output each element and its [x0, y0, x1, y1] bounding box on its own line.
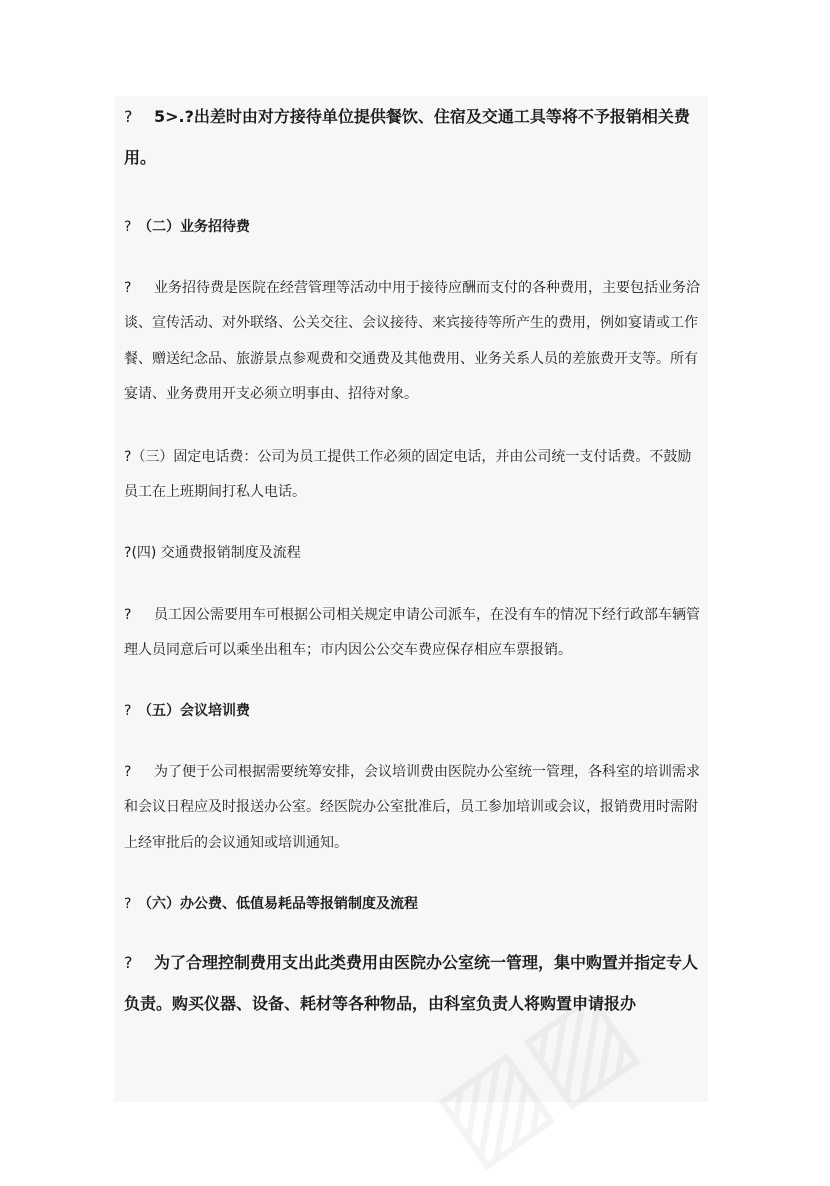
paragraph-transport	[124, 598, 702, 668]
heading-office-supplies	[124, 887, 702, 922]
heading-transport	[124, 536, 702, 571]
paragraph-text: 员工因公需要用车可根据公司相关规定申请公司派车，在没有车的情况下经行政部车辆管理人员同意后可以乘坐出租车；市内因公公交车费应保存相应车票报销。	[124, 606, 700, 658]
paragraph-text: 为了便于公司根据需要统筹安排，会议培训费由医院办公室统一管理，各科室的培训需求和会议日程应及时报送办公室。经医院办公室批准后，员工参加培训或会议，报销费用时需附上经审批后的会议通知或培训通知。	[124, 764, 700, 851]
heading-text: （五）会议培训费	[138, 703, 250, 720]
heading-text: （六）办公费、低值易耗品等报销制度及流程	[138, 895, 418, 912]
bullet-marker: ?	[124, 703, 132, 720]
heading-business-entertainment	[124, 210, 702, 245]
paragraph-text: 5>.?出差时由对方接待单位提供餐饮、住宿及交通工具等将不予报销相关费用。	[124, 107, 690, 167]
paragraph-business-entertainment	[124, 271, 702, 412]
bullet-marker: ?	[124, 606, 132, 623]
paragraph-expenses-note	[124, 96, 702, 178]
heading-text: （二）业务招待费	[138, 219, 250, 235]
paragraph-text: 业务招待费是医院在经营管理等活动中用于接待应酬而支付的各种费用，主要包括业务洽谈、宣传活动、对外联络、公关交往、会议接待、来宾接待等所产生的费用，例如宴请或工作餐、赠送纪念品、旅游景点参观费和交通费及其他费用、业务关系人员的差旅费开支等。所有宴请、业务费用开支必须立明事由、招待对象。	[124, 280, 700, 402]
paragraph-office-supplies	[124, 942, 702, 1024]
bullet-marker: ?	[124, 107, 133, 126]
document-body	[124, 100, 702, 1024]
heading-text: (四) 交通费报销制度及流程	[131, 545, 301, 562]
bullet-marker: ?	[124, 449, 132, 466]
bullet-marker: ?	[124, 895, 132, 912]
paragraph-meeting-training	[124, 755, 702, 861]
paragraph-text: （三）固定电话费：公司为员工提供工作必须的固定电话，并由公司统一支付话费。不鼓励员工在上班期间打私人电话。	[124, 449, 692, 501]
heading-meeting-training	[124, 694, 702, 729]
paragraph-fixed-phone	[124, 440, 702, 510]
bullet-marker: ?	[124, 545, 132, 562]
bullet-marker: ?	[124, 953, 133, 973]
bullet-marker: ?	[124, 219, 132, 235]
paragraph-text: 为了合理控制费用支出此类费用由医院办公室统一管理，集中购置并指定专人负责。购买仪器、设备、耗材等各种物品，由科室负责人将购置申请报办	[124, 953, 699, 1014]
bullet-marker: ?	[124, 764, 132, 781]
bullet-marker: ?	[124, 280, 132, 297]
